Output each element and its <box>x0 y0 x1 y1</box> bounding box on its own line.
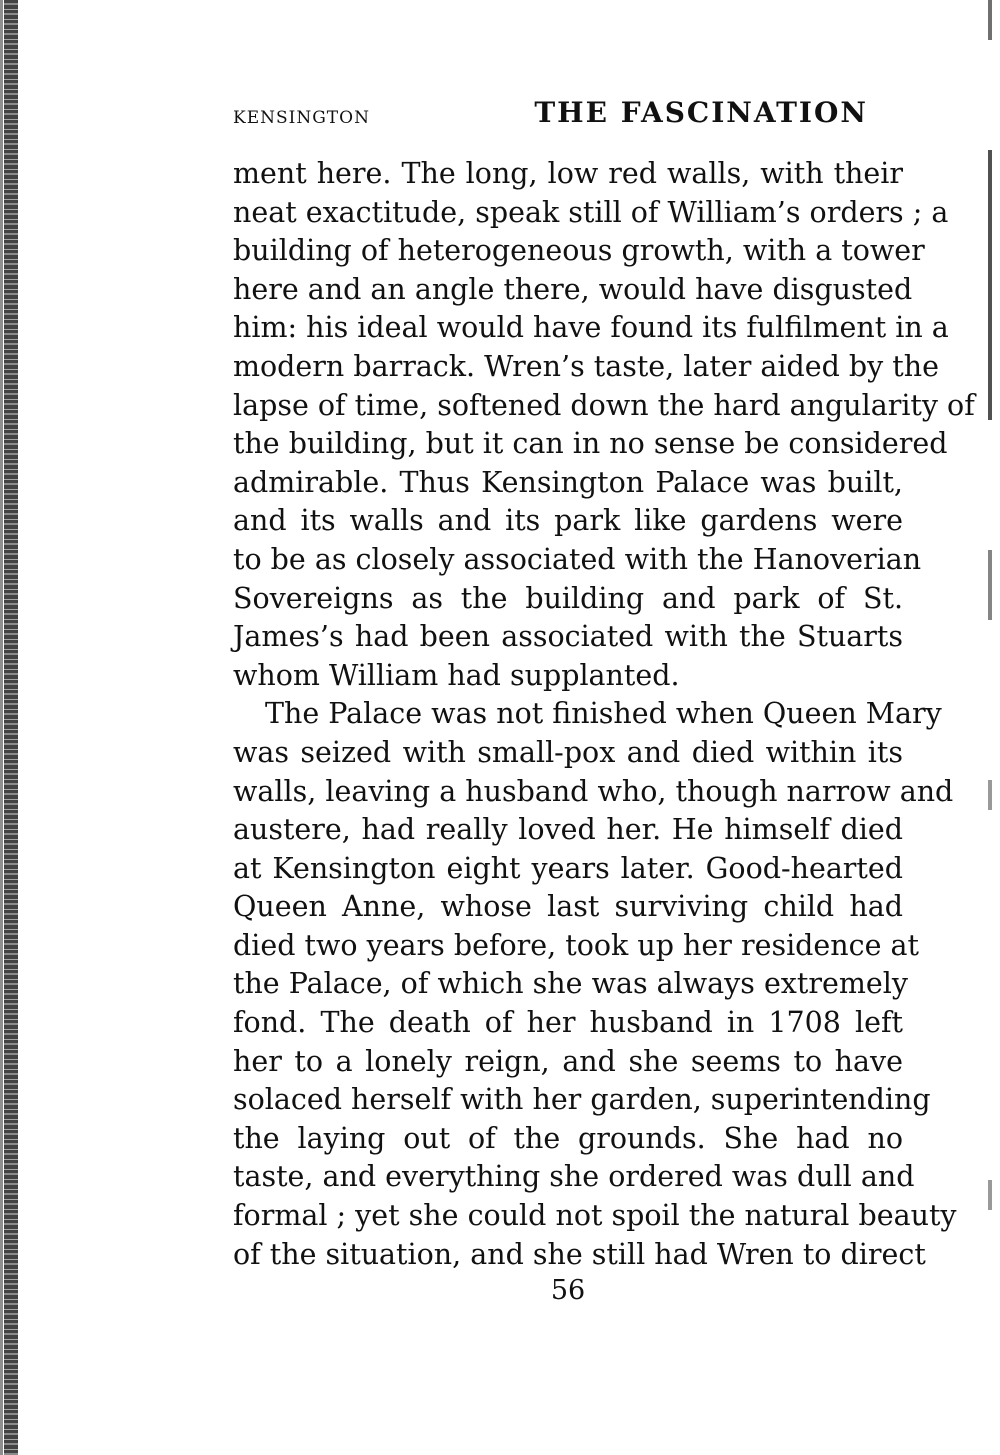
text-line: modern barrack. Wren’s taste, later aided by the <box>233 349 939 383</box>
text-line: ment here. The long, low red walls, with their <box>233 157 903 190</box>
scan-edge-right <box>988 0 992 40</box>
text-line: The Palace was not finished when Queen Mary <box>265 697 942 731</box>
text-line: admirable. Thus Kensington Palace was built, <box>233 465 903 499</box>
text-line: the Palace, of which she was always extremely <box>233 967 908 1001</box>
scan-edge-right <box>988 780 992 810</box>
text-line: the building, but it can in no sense be considered <box>233 427 948 461</box>
page-header <box>233 96 868 136</box>
text-line: Queen Anne, whose last surviving child had <box>233 890 903 924</box>
text-line: taste, and everything she ordered was dull and <box>233 1160 915 1194</box>
text-line: here and an angle there, would have disgusted <box>233 272 913 306</box>
text-line: austere, had really loved her. He himself died <box>233 813 903 847</box>
text-line: was seized with small-pox and died within its <box>233 735 903 769</box>
text-line: at Kensington eight years later. Good-hearted <box>233 851 903 885</box>
paragraph <box>233 695 957 1274</box>
text-line: to be as closely associated with the Hanoverian <box>233 542 922 576</box>
scan-edge-left-thin <box>0 0 3 1455</box>
scan-binding-edge <box>4 0 18 1455</box>
paragraph <box>233 155 975 695</box>
text-line: him: his ideal would have found its fulfilment in a <box>233 311 949 345</box>
text-line: solaced herself with her garden, superintending <box>233 1083 931 1117</box>
text-line: formal ; yet she could not spoil the natural beauty <box>233 1199 957 1233</box>
text-line: neat exactitude, speak still of William’s orders ; a <box>233 195 949 229</box>
text-line: Sovereigns as the building and park of St. <box>233 581 903 615</box>
text-line: building of heterogeneous growth, with a tower <box>233 234 925 268</box>
text-line: the laying out of the grounds. She had no <box>233 1121 903 1155</box>
text-line: fond. The death of her husband in 1708 left <box>233 1006 903 1040</box>
body-text <box>233 155 975 1274</box>
text-line: and its walls and its park like gardens were <box>233 504 903 538</box>
scan-edge-right <box>988 150 992 420</box>
scan-edge-right <box>988 550 992 620</box>
text-line: died two years before, took up her residence at <box>233 928 919 962</box>
running-title: THE FASCINATION <box>534 96 868 129</box>
page-number: 56 <box>550 1275 586 1306</box>
text-line: walls, leaving a husband who, though narrow and <box>233 774 954 808</box>
text-line: her to a lonely reign, and she seems to have <box>233 1044 903 1078</box>
scan-edge-right <box>988 1180 992 1210</box>
text-line: lapse of time, softened down the hard angularity of <box>233 388 975 422</box>
running-head-left: KENSINGTON <box>233 108 370 128</box>
text-line: whom William had supplanted. <box>233 658 680 692</box>
text-line: James’s had been associated with the Stuarts <box>233 620 903 654</box>
text-line: of the situation, and she still had Wren to direct <box>233 1237 926 1271</box>
